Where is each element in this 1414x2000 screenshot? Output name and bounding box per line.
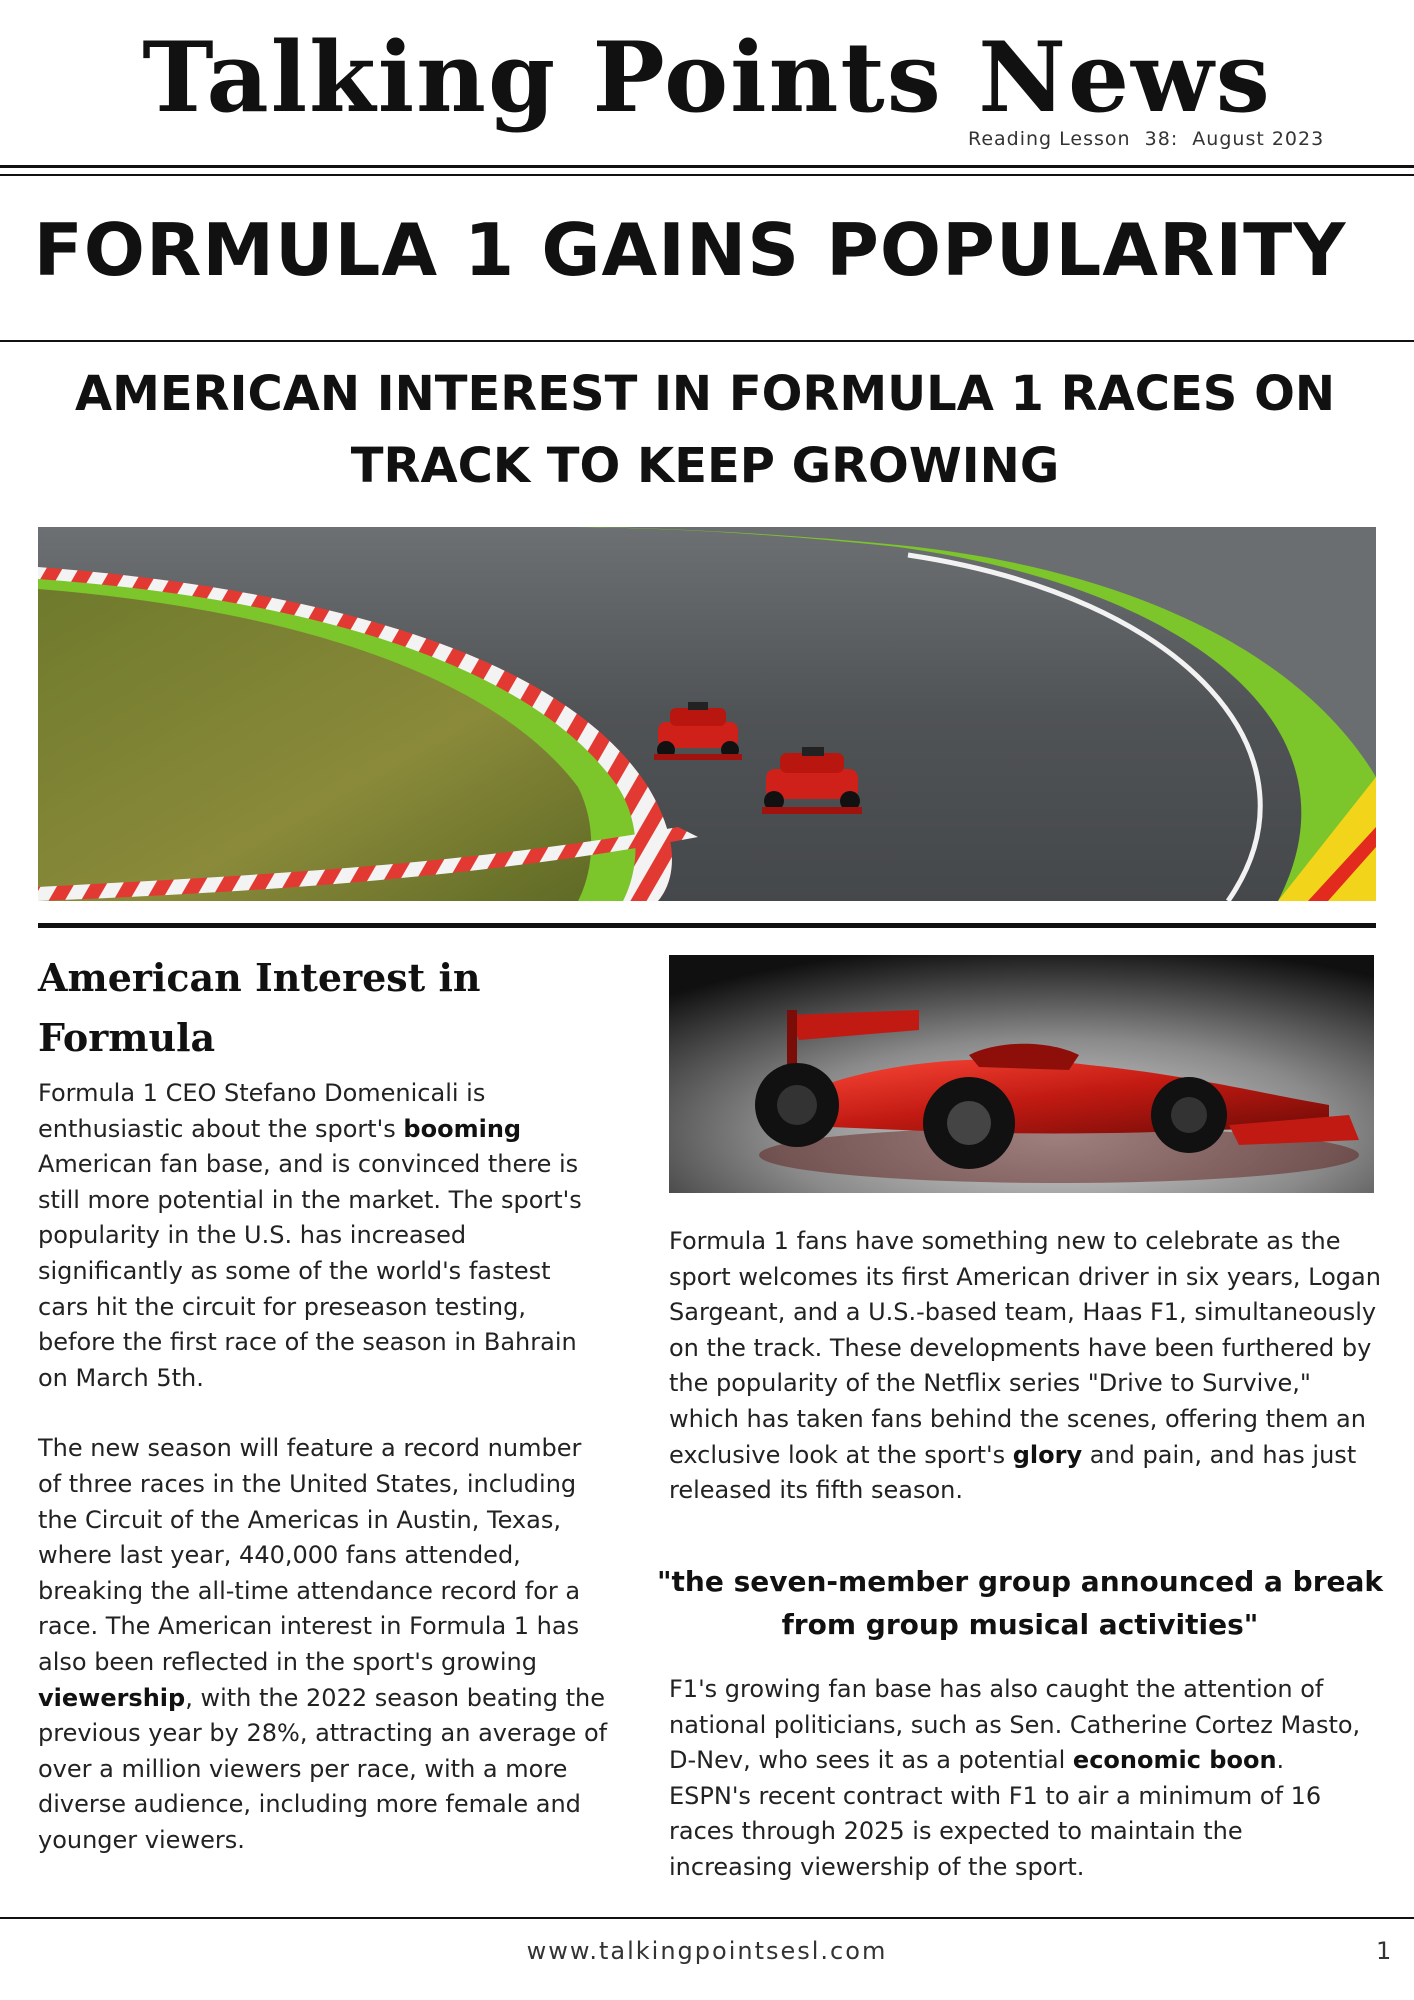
page-subheadline: AMERICAN INTEREST IN FORMULA 1 RACES ON TRACK TO KEEP GROWING <box>74 366 1336 494</box>
footer-rule <box>0 1917 1414 1919</box>
vocab-economic-boon: economic boon <box>1072 1746 1277 1775</box>
section-divider <box>38 923 1376 928</box>
race-track-photo <box>38 527 1376 901</box>
page-number: 1 <box>1376 1937 1392 1965</box>
left-column-text <box>38 1076 608 1858</box>
footer-url[interactable]: www.talkingpointsesl.com <box>526 1937 888 1965</box>
vocab-viewership: viewership <box>38 1683 186 1712</box>
masthead-title: Talking Points News <box>142 21 1272 134</box>
page-headline: FORMULA 1 GAINS POPULARITY <box>33 208 1347 292</box>
masthead-rule-top <box>0 165 1414 168</box>
right-paragraph-2: F1's growing fan base has also caught the attention of national politicians, such as Sen. Catherine Cortez Masto, D-Nev, who sees it as a potential economic boon. ESPN's recent contract with F1 to air a minimum of 16 races through 2025 is expected to maintain the increasing viewership of the sport. <box>669 1675 1361 1881</box>
left-paragraph-2: The new season will feature a record number of three races in the United States, including the Circuit of the Americas in Austin, Texas, where last year, 440,000 fans attended, breaking the all-time attendance record for a race. The American interest in Formula 1 has also been reflected in the sport's growing viewership, with the 2022 season beating the previous year by 28%, attracting an average of over a million viewers per race, with a more diverse audience, including more female and younger viewers. <box>38 1434 608 1854</box>
vocab-glory: glory <box>1012 1440 1083 1469</box>
left-paragraph-1: Formula 1 CEO Stefano Domenicali is enthusiastic about the sport's booming American fan base, and is convinced there is still more potential in the market. The sport's popularity in the U.S. has increased significantly as some of the world's fastest cars hit the circuit for preseason testing, before the first race of the season in Bahrain on March 5th. <box>38 1079 582 1392</box>
masthead-rule-bottom <box>0 174 1414 176</box>
headline-rule <box>0 340 1414 342</box>
right-paragraph-1: Formula 1 fans have something new to celebrate as the sport welcomes its first American driver in six years, Logan Sargeant, and a U.S.-based team, Haas F1, simultaneously on the track. These developments have been furthered by the popularity of the Netflix series "Drive to Survive," which has taken fans behind the scenes, offering them an exclusive look at the sport's glory and pain, and has just released its fifth season. <box>669 1227 1381 1505</box>
column-heading: American Interest in Formula <box>38 955 481 1060</box>
f1-car-photo <box>669 955 1374 1193</box>
pull-quote: "the seven-member group announced a break from group musical activities" <box>656 1565 1384 1641</box>
vocab-booming: booming <box>403 1114 522 1143</box>
lesson-info: Reading Lesson 38: August 2023 <box>968 128 1325 150</box>
